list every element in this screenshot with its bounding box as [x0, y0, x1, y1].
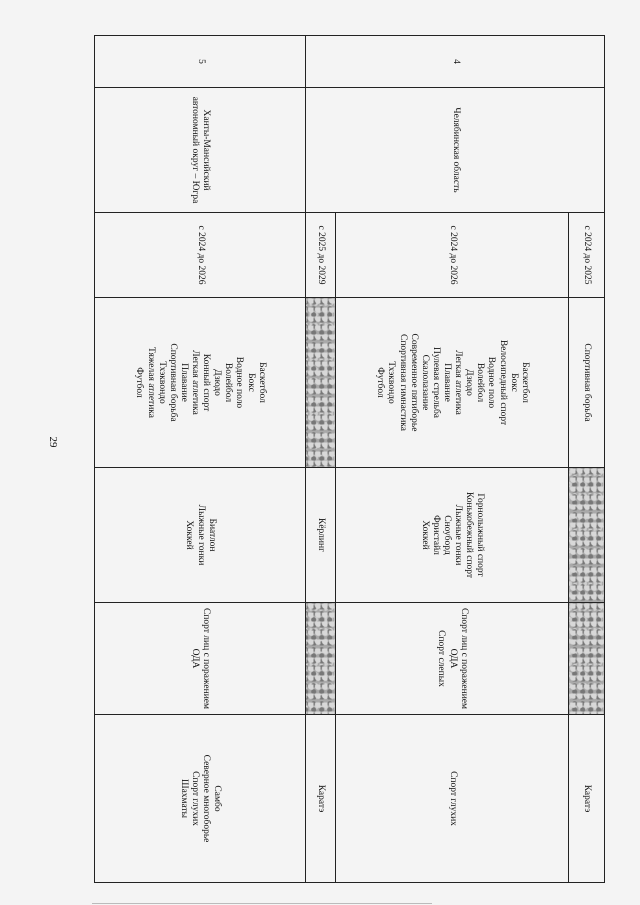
row-number: 4	[306, 36, 605, 88]
period-cell: с 2024 до 2026	[95, 213, 306, 298]
scanned-noise-cell	[306, 298, 336, 468]
sport-item: Конькобежный спорт	[464, 491, 475, 579]
scan-edge-line	[92, 903, 432, 904]
other-sports-cell	[95, 715, 306, 883]
regions-sports-table	[94, 35, 605, 883]
scanned-noise-cell	[569, 468, 605, 603]
sport-item: Легкая атлетика	[453, 350, 464, 415]
other-sports-cell	[336, 715, 569, 883]
sport-item: Кёрлинг	[316, 518, 327, 552]
scanned-noise-cell	[569, 603, 605, 715]
sport-item: Баскетбол	[256, 362, 267, 403]
other-sports-cell	[569, 715, 605, 883]
summer-sports-cell	[336, 298, 569, 468]
sport-item: Скалолазание	[419, 354, 430, 411]
winter-sports-cell	[336, 468, 569, 603]
sport-item: Бокс	[508, 373, 519, 392]
row-number: 5	[95, 36, 306, 88]
sport-item: Северное многоборье	[201, 754, 212, 843]
sport-item: Хоккей	[184, 520, 195, 550]
sport-item: Конный спорт	[201, 353, 212, 412]
sport-item: Каратэ	[316, 784, 327, 813]
winter-sports-cell	[95, 468, 306, 603]
winter-sports-cell	[306, 468, 336, 603]
sport-item: Водное поло	[486, 356, 497, 409]
other-sports-cell	[306, 715, 336, 883]
sport-item: Футбол	[134, 367, 145, 398]
sport-item: Спортивная борьба	[167, 343, 178, 422]
sport-item: Хоккей	[419, 520, 430, 550]
sport-item: Тяжелая атлетика	[145, 347, 156, 418]
sport-item: Баскетбол	[519, 362, 530, 403]
summer-sports-cell	[569, 298, 605, 468]
sport-item: Фристайл	[430, 515, 441, 555]
sport-item: Пулевая стрельба	[430, 346, 441, 419]
sport-item: Лыжные гонки	[195, 504, 206, 566]
sport-item: Плавание	[442, 363, 452, 402]
sport-item: Тхэквондо	[386, 361, 397, 404]
sport-item: Спорт глухих	[447, 771, 458, 826]
sport-item: Спорт лиц с поражением ОДА	[447, 607, 469, 710]
rotated-landscape-page	[95, 35, 605, 882]
period-cell: с 2025 до 2029	[306, 213, 336, 298]
sport-item: Биатлон	[206, 518, 217, 552]
sport-item: Спортивная борьба	[582, 343, 593, 422]
page-number: 29	[47, 436, 59, 448]
sport-item: Спорт лиц с поражением ОДА	[190, 607, 212, 710]
period-cell: с 2024 до 2025	[569, 213, 605, 298]
region-name: Челябинская область	[306, 88, 605, 213]
sport-item: Велосипедный спорт	[497, 339, 508, 426]
sport-item: Сноуборд	[442, 515, 452, 555]
sport-item: Каратэ	[582, 784, 593, 813]
region-name: Ханты-Мансийский автономный округ – Югра	[95, 88, 306, 213]
sport-item: Спортивная гимнастика	[397, 334, 408, 431]
sport-item: Волейбол	[475, 362, 486, 403]
sport-item: Дзюдо	[212, 369, 223, 396]
period-cell: с 2024 до 2026	[336, 213, 569, 298]
disabled-sports-cell	[336, 603, 569, 715]
sport-item: Самбо	[212, 785, 223, 812]
sport-item: Плавание	[178, 363, 189, 402]
scanned-noise-cell	[306, 603, 336, 715]
sport-item: Горнолыжный спорт	[475, 493, 486, 577]
sport-item: Тхэквондо	[156, 361, 167, 404]
sport-item: Современное пятиборье	[408, 333, 419, 432]
sport-item: Шахматы	[178, 778, 189, 818]
sport-item: Футбол	[375, 367, 386, 398]
table-row	[95, 36, 306, 883]
sport-item: Спорт слепых	[436, 630, 447, 687]
summer-sports-cell	[95, 298, 306, 468]
sport-item: Спорт глухих	[190, 771, 200, 826]
disabled-sports-cell	[95, 603, 306, 715]
sport-item: Дзюдо	[464, 369, 475, 396]
sport-item: Легкая атлетика	[190, 350, 200, 415]
sport-item: Лыжные гонки	[453, 504, 464, 566]
table-row	[569, 36, 605, 883]
sport-item: Бокс	[245, 373, 256, 392]
sport-item: Волейбол	[223, 362, 234, 403]
sport-item: Водное поло	[234, 356, 245, 409]
